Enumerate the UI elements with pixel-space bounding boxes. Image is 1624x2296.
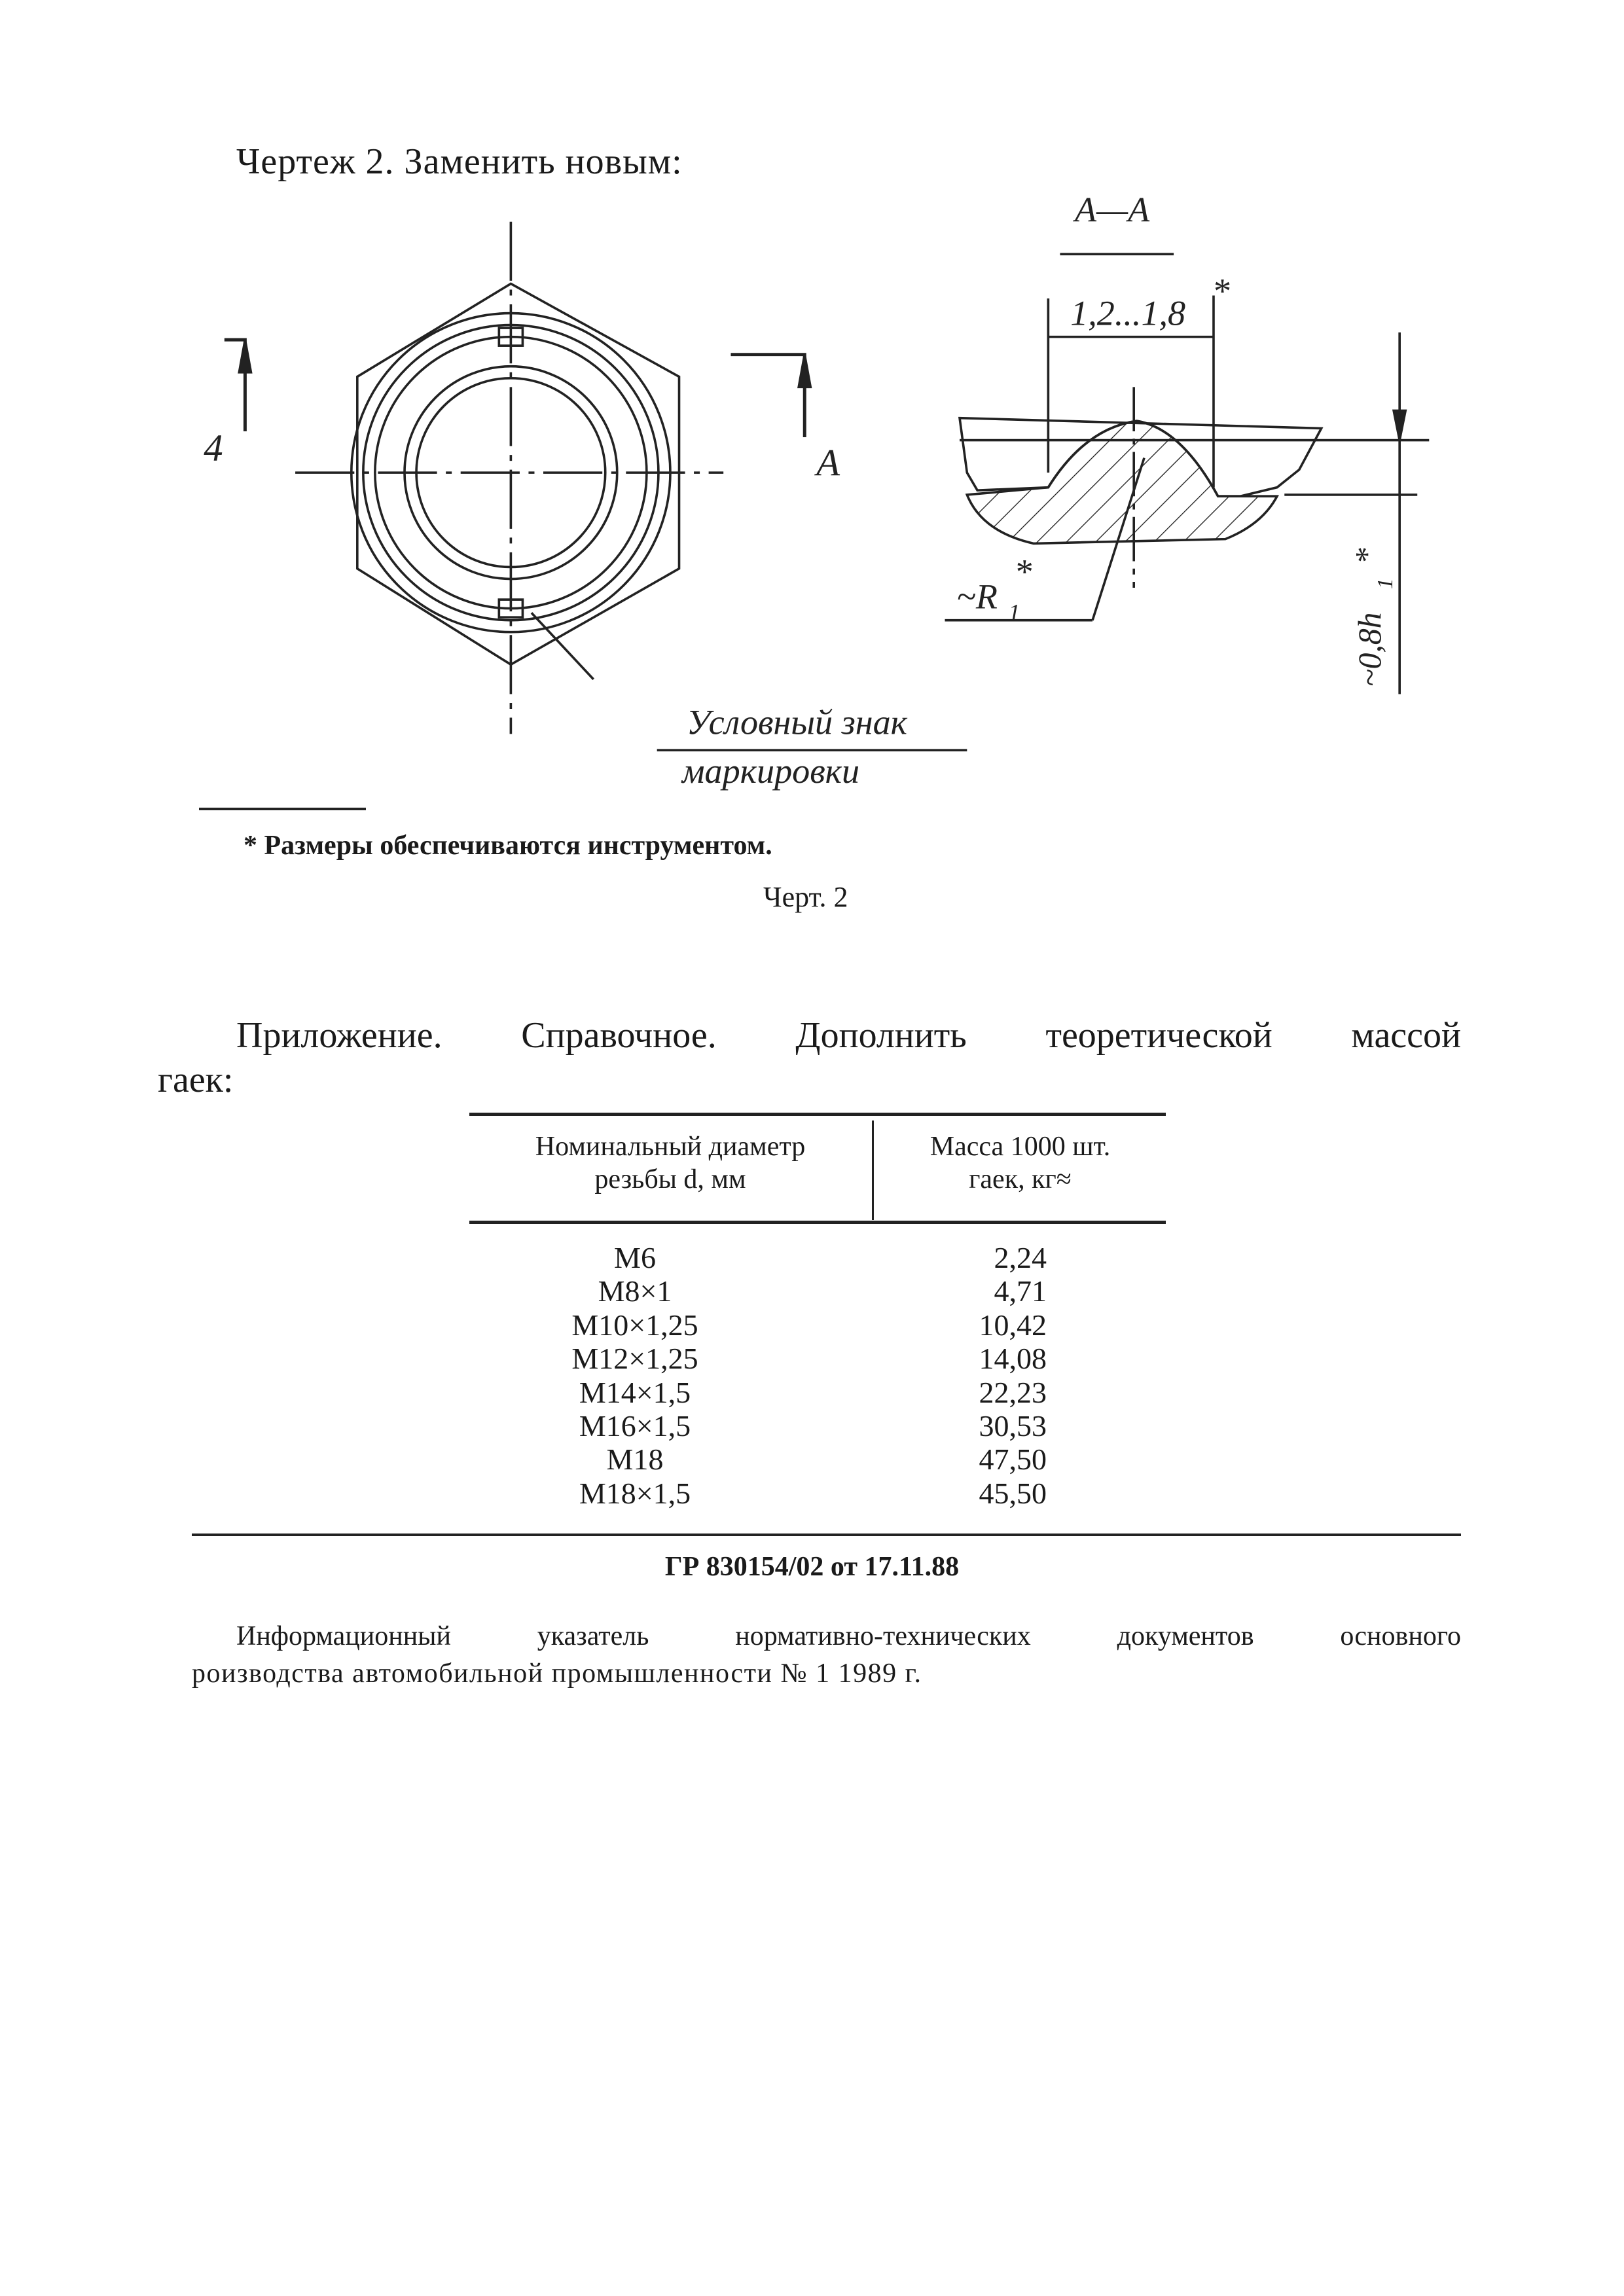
table-header-rule — [469, 1221, 1166, 1224]
mass-cell: 10,42 — [979, 1308, 1047, 1342]
thread-cell: М18 — [606, 1443, 664, 1477]
thread-cell: М12×1,25 — [571, 1342, 698, 1376]
marking-label-line2: маркировки — [682, 751, 860, 791]
nut-top-view — [295, 222, 723, 734]
table-row — [469, 1342, 1166, 1375]
source-line1: Информационный указатель нормативно-технических документов основного — [236, 1621, 1461, 1651]
width-dimension: 1,2...1,8 — [1070, 293, 1186, 333]
width-dimension-star: * — [1213, 271, 1232, 311]
thread-cell: М18×1,5 — [579, 1476, 691, 1510]
section-rule — [192, 1534, 1461, 1536]
arrow-up-icon — [239, 340, 251, 372]
table-row — [469, 1376, 1166, 1409]
arrow-up-icon — [799, 355, 810, 387]
section-mark-right — [731, 355, 804, 437]
change-reference: ГР 830154/02 от 17.11.88 — [664, 1552, 960, 1582]
mass-cell: 30,53 — [979, 1408, 1047, 1443]
radius-star: * — [1015, 552, 1034, 592]
thread-cell: М10×1,25 — [571, 1308, 698, 1342]
thread-cell: М6 — [614, 1241, 656, 1274]
table-row — [469, 1274, 1166, 1308]
section-marks — [225, 340, 810, 437]
drawing-heading: Чертеж 2. Заменить новым: — [236, 141, 683, 182]
thread-cell: М14×1,5 — [579, 1375, 691, 1409]
mass-cell: 22,23 — [979, 1375, 1047, 1409]
footnote: * Размеры обеспечиваются инструментом. — [244, 831, 772, 861]
mass-cell: 2,24 — [994, 1241, 1047, 1274]
footnote-rule — [199, 808, 366, 810]
section-mark-right-label: А — [816, 441, 840, 484]
table-row — [469, 1477, 1166, 1510]
marking-label-line1: Условный знак — [686, 702, 907, 742]
header-mass — [875, 1130, 1166, 1196]
table-row — [469, 1241, 1166, 1274]
header-line: гаек, кг≈ — [969, 1164, 1072, 1194]
header-divider — [872, 1121, 874, 1220]
table-top-rule — [469, 1113, 1166, 1116]
table-row — [469, 1409, 1166, 1443]
appendix-line1: Приложение. Справочное. Дополнить теоретической массой — [236, 1015, 1461, 1056]
mass-cell: 4,71 — [994, 1274, 1047, 1308]
thread-cell: М8×1 — [598, 1274, 672, 1308]
radius-label: ~R — [956, 577, 998, 617]
height-subscript: 1 — [1373, 578, 1398, 590]
table-body — [469, 1241, 1166, 1510]
height-star: * — [1348, 546, 1385, 563]
thread-cell: М16×1,5 — [579, 1408, 691, 1443]
header-thread-diameter — [469, 1130, 871, 1196]
figure-caption: Черт. 2 — [763, 881, 848, 913]
header-line: Номинальный диаметр — [535, 1132, 806, 1162]
mass-cell: 47,50 — [979, 1443, 1047, 1477]
radius-subscript: 1 — [1008, 599, 1020, 626]
table-row — [469, 1443, 1166, 1476]
appendix-line2: гаек: — [158, 1060, 234, 1100]
arrow-down-icon — [1394, 410, 1405, 440]
header-line: резьбы d, мм — [594, 1164, 746, 1194]
section-label: А—А — [1074, 190, 1150, 230]
height-label: ~0,8h — [1351, 612, 1388, 687]
mass-cell: 45,50 — [979, 1476, 1047, 1510]
header-line: Масса 1000 шт. — [929, 1132, 1111, 1162]
section-mark-left-label: 4 — [204, 427, 223, 470]
mass-cell: 14,08 — [979, 1342, 1047, 1376]
source-line2: роизводства автомобильной промышленности № 1 1989 г. — [192, 1659, 922, 1689]
table-row — [469, 1308, 1166, 1342]
